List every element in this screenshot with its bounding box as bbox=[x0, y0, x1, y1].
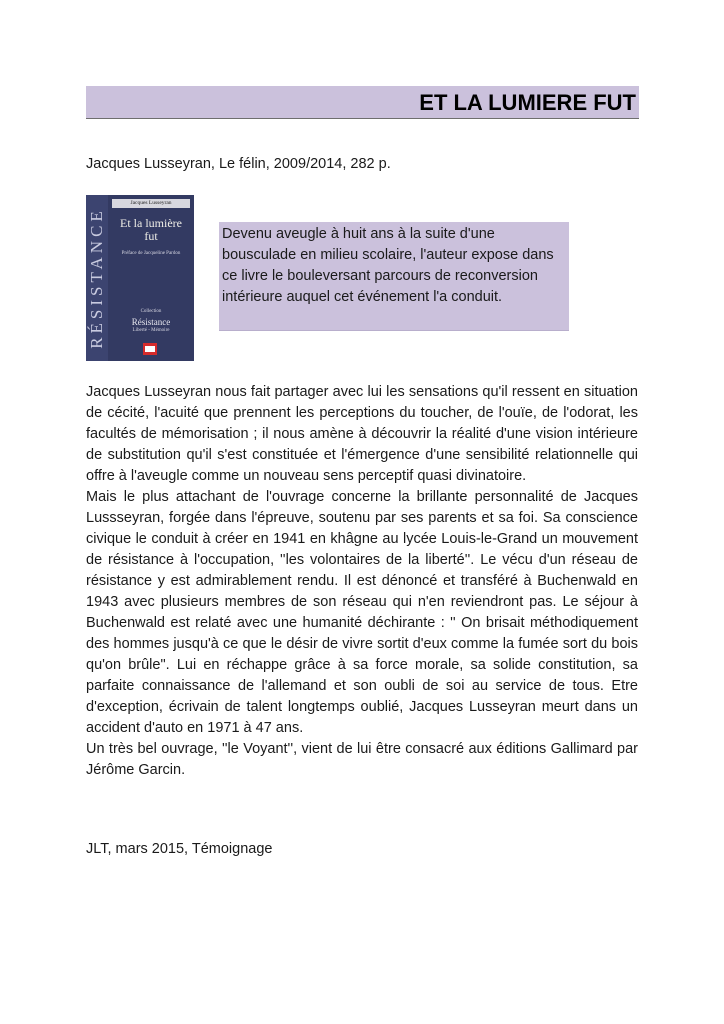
title-banner bbox=[86, 86, 639, 119]
book-reference: Jacques Lusseyran, Le félin, 2009/2014, 282 p. bbox=[86, 156, 391, 172]
page-title: ET LA LUMIERE FUT bbox=[419, 90, 636, 115]
review-body bbox=[86, 382, 638, 781]
signature: JLT, mars 2015, Témoignage bbox=[86, 841, 273, 857]
body-paragraph: Mais le plus attachant de l'ouvrage concerne la brillante personnalité de Jacques Lussseyran, forgée dans l'épreuve, soutenu par ses parents et sa foi. Sa conscience civique le conduit à créer en 1941 en khâgne au lycée Louis-le-Grand un mouvement de résistance à l'occupation, ''les volontaires de la liberté''. Le vécu d'un réseau de résistance y est admirablement rendu. Il est dénoncé et transféré à Buchenwald en 1943 avec plusieurs membres de son réseau qui n'en reviendront pas. Le séjour à Buchenwald est relaté avec une humanité déchirante : '' On brisait méthodiquement des hommes jusqu'à ce que le désir de vivre sortit d'eux comme la fumée sort du bois qu'on brûle". Lui en réchappe grâce à sa force morale, sa solide constitution, sa parfaite connaissance de l'allemand et son oubli de soi au service de tous. Etre d'exception, écrivain de talent longtemps oublié, Jacques Lusseyran meurt dans un accident d'auto en 1971 à 47 ans. bbox=[86, 489, 638, 736]
cover-series: Résistance bbox=[131, 317, 171, 327]
summary-box: Devenu aveugle à huit ans à la suite d'une bousculade en milieu scolaire, l'auteur expose dans ce livre le bouleversant parcours de reconversion intérieure auquel cet événement l'a conduit. bbox=[219, 222, 569, 331]
cover-series-sub: Liberté - Mémoire bbox=[132, 328, 170, 333]
cover-spine-text: RÉSISTANCE bbox=[87, 207, 106, 349]
book-cover-image bbox=[86, 195, 194, 361]
publisher-logo-icon bbox=[143, 343, 157, 355]
body-paragraph: Jacques Lusseyran nous fait partager avec lui les sensations qu'il ressent en situation de cécité, l'acuité que prennent les perceptions du toucher, de l'ouïe, de l'odorat, les facultés de mémorisation ; il nous amène à découvrir la réalité d'une vision intérieure de substitution qu'il s'est constituée et l'émergence d'une sensibilité relationnelle qui offre à l'aveugle comme un nouveau sens perceptif quasi divinatoire. bbox=[86, 384, 638, 484]
body-paragraph: Un très bel ouvrage, ''le Voyant'', vient de lui être consacré aux éditions Gallimard par Jérôme Garcin. bbox=[86, 741, 638, 778]
cover-preface: Préface de Jacqueline Pardon bbox=[121, 251, 181, 256]
cover-author: Jacques Lusseyran bbox=[112, 199, 190, 208]
cover-title: Et la lumière fut bbox=[120, 216, 182, 243]
cover-collection: Collection bbox=[140, 309, 162, 314]
